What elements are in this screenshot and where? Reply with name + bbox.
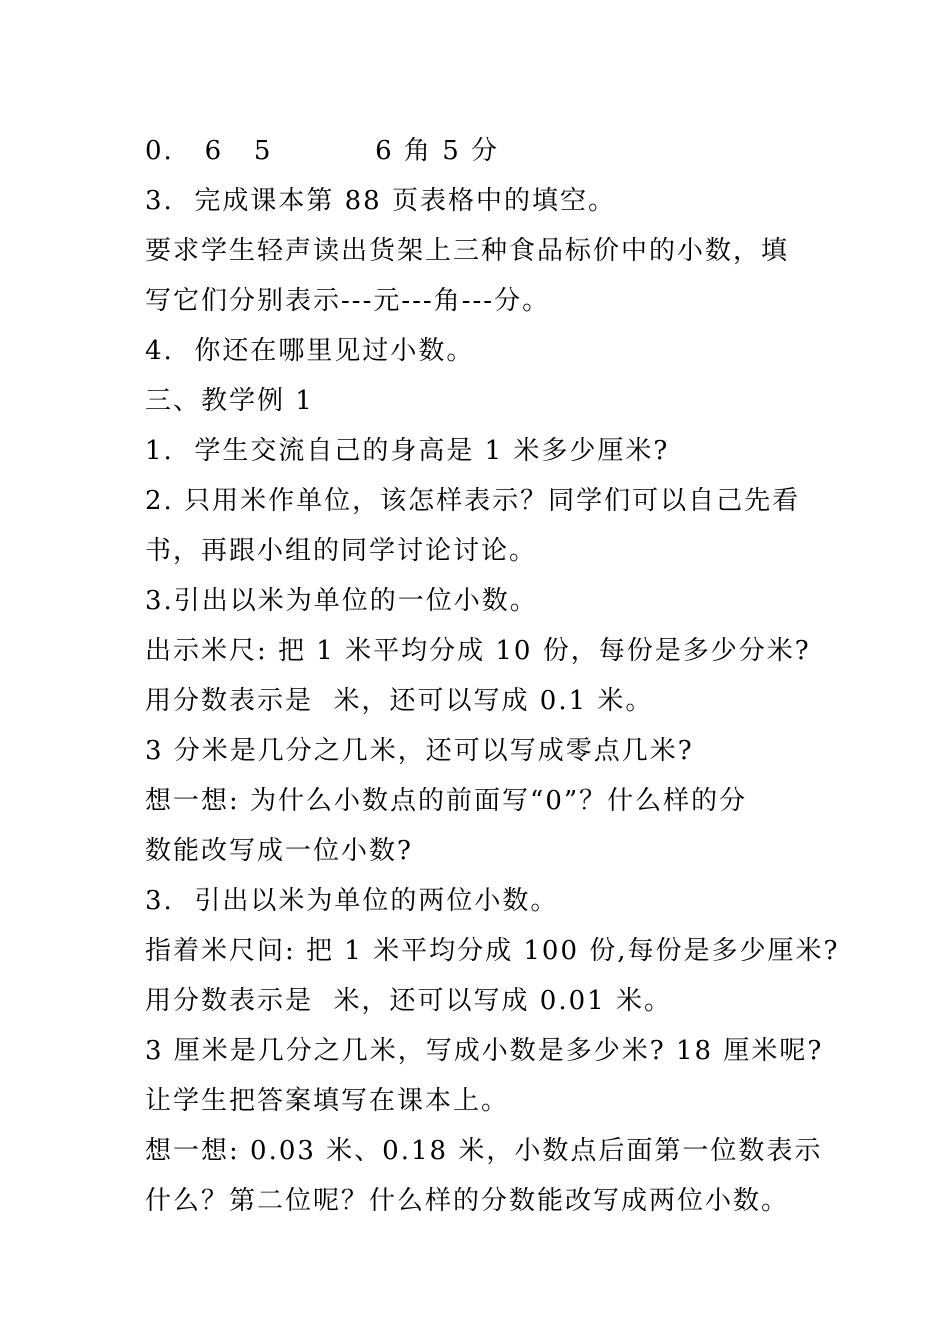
text-line: 书，再跟小组的同学讨论讨论。 bbox=[145, 536, 538, 566]
text-line: 4. 你还在哪里见过小数。 bbox=[145, 336, 475, 366]
section-heading: 三、教学例 1 bbox=[145, 386, 314, 416]
text-line: 3 厘米是几分之几米，写成小数是多少米? 18 厘米呢? bbox=[145, 1036, 824, 1066]
lesson-text bbox=[145, 128, 840, 1228]
text-line: 写它们分别表示---元---角---分。 bbox=[145, 286, 551, 316]
text-line: 2. 只用米作单位，该怎样表示？同学们可以自己先看 bbox=[145, 486, 801, 516]
text-line: 让学生把答案填写在课本上。 bbox=[145, 1086, 510, 1116]
text-line: 3. 完成课本第 88 页表格中的填空。 bbox=[145, 186, 616, 216]
text-line: 3 分米是几分之几米，还可以写成零点几米? bbox=[145, 736, 694, 766]
text-line: 用分数表示是 米，还可以写成 0.01 米。 bbox=[145, 986, 672, 1016]
text-line: 1. 学生交流自己的身高是 1 米多少厘米? bbox=[145, 436, 670, 466]
text-line: 想一想: 0.03 米、0.18 米，小数点后面第一位数表示 bbox=[145, 1136, 823, 1166]
text-line: 要求学生轻声读出货架上三种食品标价中的小数，填 bbox=[145, 236, 790, 266]
text-line: 3.引出以米为单位的一位小数。 bbox=[145, 586, 538, 616]
text-line: 3. 引出以米为单位的两位小数。 bbox=[145, 886, 559, 916]
text-line: 什么？第二位呢？什么样的分数能改写成两位小数。 bbox=[145, 1186, 790, 1216]
text-line: 想一想: 为什么小数点的前面写“0”？什么样的分 bbox=[145, 786, 748, 816]
text-line: 出示米尺: 把 1 米平均分成 10 份，每份是多少分米? bbox=[145, 636, 811, 666]
text-line: 用分数表示是 米，还可以写成 0.1 米。 bbox=[145, 686, 654, 716]
text-line: 0. 6 5 6 角 5 分 bbox=[145, 136, 500, 166]
text-line: 指着米尺问: 把 1 米平均分成 100 份,每份是多少厘米? bbox=[145, 936, 840, 966]
text-line: 数能改写成一位小数? bbox=[145, 836, 413, 866]
